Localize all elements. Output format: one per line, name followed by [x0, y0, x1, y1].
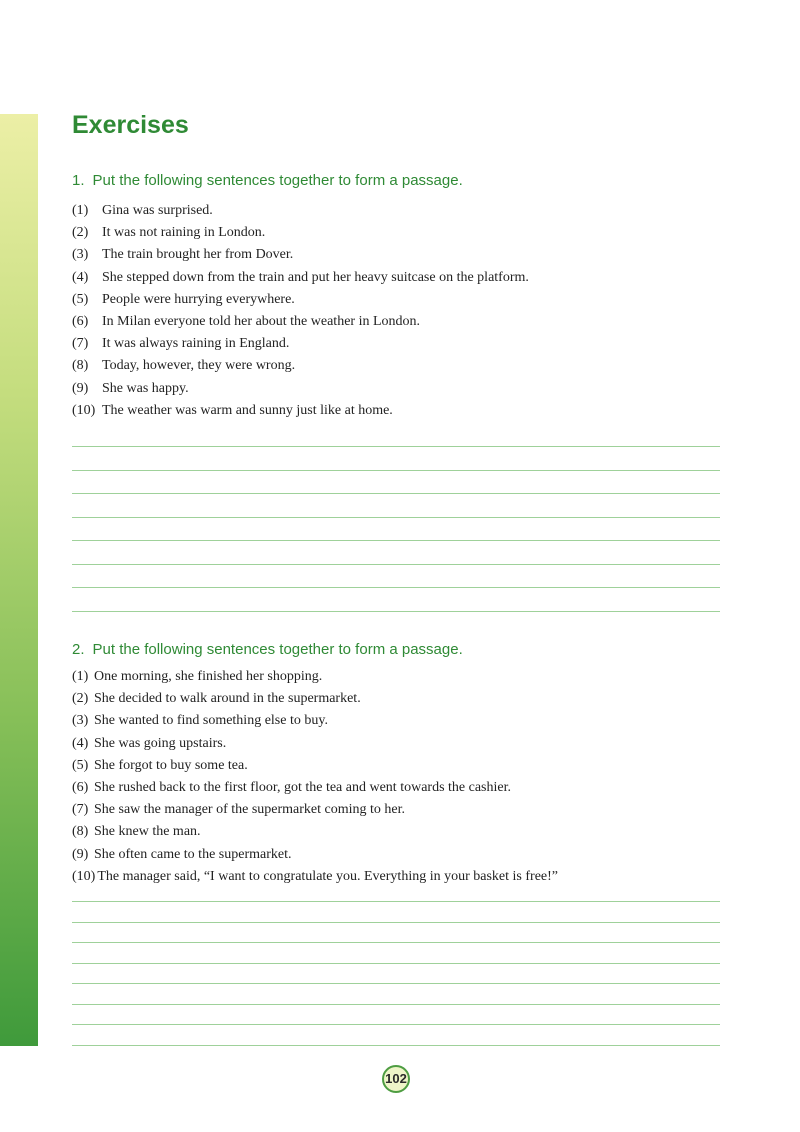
sentence-item	[72, 733, 558, 755]
writing-line	[72, 1004, 720, 1005]
sentence-item	[72, 799, 558, 821]
sentence-label: (3)	[72, 247, 89, 263]
sentence-label: (10)	[72, 868, 96, 884]
sentence-label: (3)	[72, 713, 89, 729]
sentence-label: (4)	[72, 269, 89, 285]
sentence-text: She saw the manager of the supermarket coming to her.	[94, 802, 406, 818]
sentence-item	[72, 866, 558, 888]
sentence-item	[72, 222, 529, 244]
writing-line	[72, 1045, 720, 1046]
writing-line	[72, 942, 720, 943]
sentence-item	[72, 844, 558, 866]
sentence-text: She was going upstairs.	[94, 735, 227, 751]
writing-line	[72, 922, 720, 923]
sentence-label: (7)	[72, 802, 89, 818]
sentence-label: (1)	[72, 669, 89, 684]
exercise-1-number: 1.	[72, 172, 85, 189]
sentence-label: (6)	[72, 313, 89, 329]
sentence-label: (10)	[72, 402, 96, 418]
sentence-text: People were hurrying everywhere.	[102, 291, 295, 307]
sentence-label: (5)	[72, 757, 89, 773]
writing-line	[72, 564, 720, 565]
exercise-1-title	[72, 172, 463, 189]
writing-line	[72, 493, 720, 494]
sentence-label: (8)	[72, 824, 89, 840]
sentence-item	[72, 821, 558, 843]
sentence-item	[72, 755, 558, 777]
sentence-text: In Milan everyone told her about the weather in London.	[102, 313, 421, 329]
sentence-label: (9)	[72, 846, 89, 862]
sentence-label: (2)	[72, 691, 89, 707]
sentence-text: She often came to the supermarket.	[94, 846, 292, 862]
writing-line	[72, 963, 720, 964]
sentence-text: The weather was warm and sunny just like at home.	[102, 402, 393, 418]
sentence-text: She knew the man.	[94, 824, 201, 840]
sentence-label: (9)	[72, 380, 89, 396]
sentence-text: It was always raining in England.	[102, 336, 290, 352]
sentence-item	[72, 200, 529, 222]
sentence-text: She wanted to find something else to buy.	[94, 713, 328, 729]
exercise-2-number: 2.	[72, 641, 85, 658]
writing-line	[72, 470, 720, 471]
writing-line	[72, 540, 720, 541]
sentence-text: She rushed back to the first floor, got the tea and went towards the cashier.	[94, 779, 511, 795]
exercise-2-title	[72, 641, 463, 658]
sentence-item	[72, 400, 529, 422]
writing-line	[72, 901, 720, 902]
sentence-label: (5)	[72, 291, 89, 307]
sentence-text: Today, however, they were wrong.	[102, 358, 296, 374]
writing-line	[72, 517, 720, 518]
sentence-item	[72, 244, 529, 266]
sentence-label: (4)	[72, 735, 89, 751]
sentence-item	[72, 710, 558, 732]
sentence-item	[72, 688, 558, 710]
exercise-2-sentence-list	[72, 666, 558, 888]
sentence-item	[72, 355, 529, 377]
sentence-text: Gina was surprised.	[102, 203, 213, 218]
sentence-text: She forgot to buy some tea.	[94, 757, 248, 773]
sentence-item	[72, 777, 558, 799]
sentence-text: She was happy.	[102, 380, 189, 396]
decorative-side-bar	[0, 114, 38, 1046]
sentence-item	[72, 333, 529, 355]
sentence-label: (8)	[72, 358, 89, 374]
writing-line	[72, 611, 720, 612]
writing-line	[72, 587, 720, 588]
exercise-1-instruction: Put the following sentences together to form a passage.	[92, 172, 463, 189]
sentence-text: It was not raining in London.	[102, 225, 266, 241]
sentence-item	[72, 267, 529, 289]
sentence-label: (7)	[72, 336, 89, 352]
sentence-item	[72, 289, 529, 311]
sentence-item	[72, 311, 529, 333]
sentence-text: The manager said, “I want to congratulate you. Everything in your basket is free!”	[97, 868, 558, 884]
sentence-text: One morning, she finished her shopping.	[94, 669, 323, 684]
writing-line	[72, 446, 720, 447]
sentence-label: (2)	[72, 225, 89, 241]
sentence-item	[72, 666, 558, 688]
writing-line	[72, 1024, 720, 1025]
sentence-text: She stepped down from the train and put her heavy suitcase on the platform.	[102, 269, 529, 285]
exercise-1-sentence-list	[72, 200, 529, 422]
sentence-text: The train brought her from Dover.	[102, 247, 294, 263]
writing-line	[72, 983, 720, 984]
page-heading: Exercises	[72, 111, 189, 139]
page-number-badge: 102	[382, 1065, 410, 1093]
sentence-text: She decided to walk around in the supermarket.	[94, 691, 361, 707]
sentence-item	[72, 378, 529, 400]
sentence-label: (1)	[72, 203, 89, 218]
exercise-2-instruction: Put the following sentences together to form a passage.	[92, 641, 463, 658]
sentence-label: (6)	[72, 779, 89, 795]
